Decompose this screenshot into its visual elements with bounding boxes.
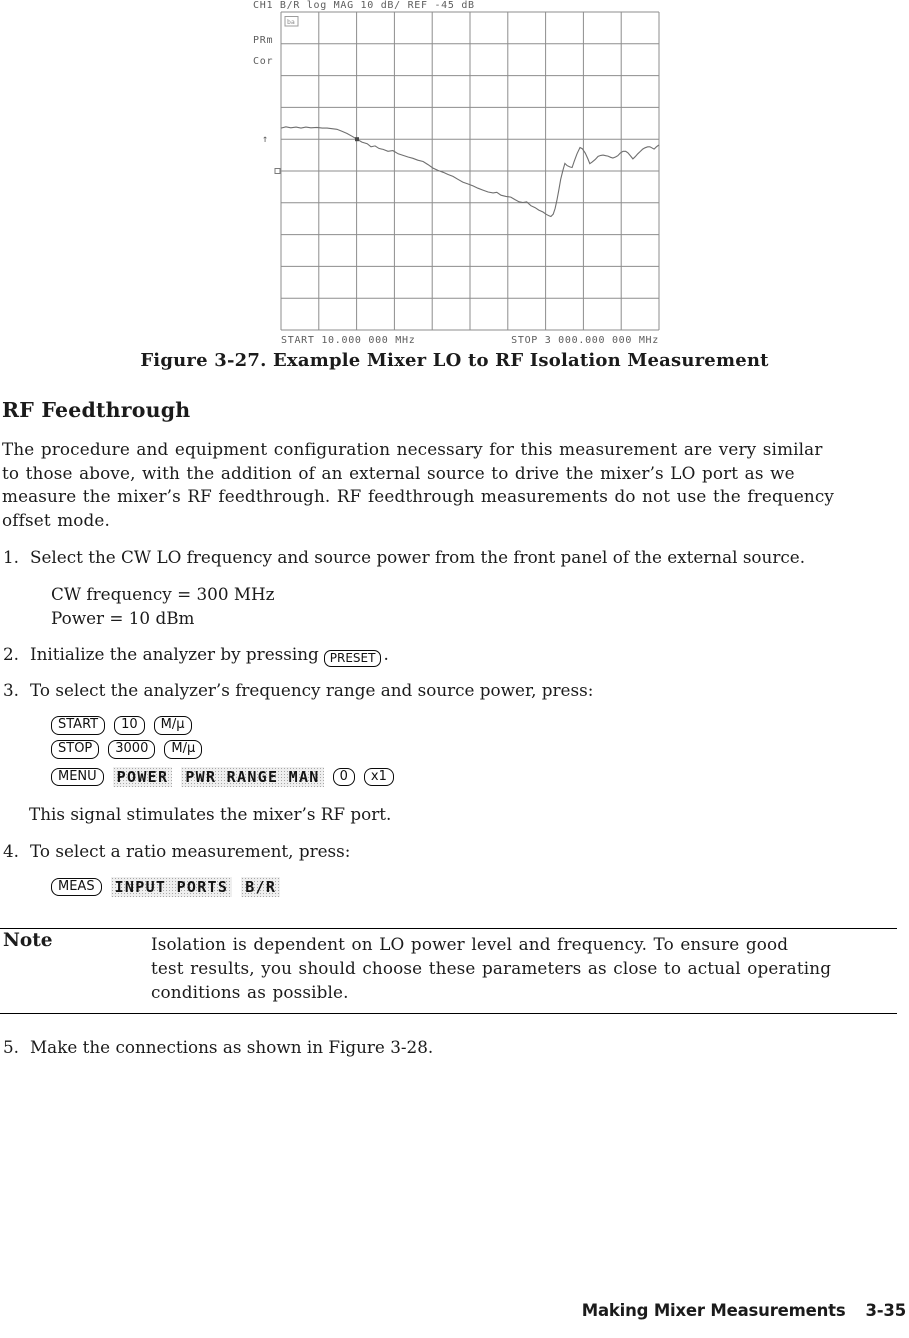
- stop-keycap: STOP: [51, 740, 99, 759]
- b-over-r-softkey: B/R: [241, 877, 280, 897]
- chart-label-prm: PRm: [253, 35, 274, 46]
- x-axis-start-label: START 10.000 000 MHz: [281, 335, 416, 346]
- step-3-after-text: This signal stimulates the mixer’s RF port.: [29, 804, 392, 824]
- note-line: Isolation is dependent on LO power level and frequency. To ensure good: [151, 934, 789, 954]
- meas-keycap: MEAS: [51, 878, 102, 897]
- note-bottom-rule: [0, 1013, 897, 1014]
- keypress-row-stop: [51, 740, 202, 759]
- chart-label-cor: Cor: [253, 56, 274, 67]
- mega-micro-keycap: M/μ: [154, 716, 192, 735]
- step-4: [3, 841, 350, 861]
- keypress-row-menu: [51, 767, 394, 787]
- step-5: [3, 1037, 433, 1057]
- figure-3-27-chart: [250, 0, 665, 348]
- digit-0-keycap: 0: [333, 768, 355, 787]
- step-number: 2.: [3, 644, 20, 664]
- step-3: [3, 680, 593, 700]
- menu-keycap: MENU: [51, 768, 104, 787]
- footer-page-number: 3-35: [865, 1301, 906, 1320]
- step-text-end: .: [383, 644, 389, 664]
- step-number: 4.: [3, 841, 20, 861]
- input-ports-softkey: INPUT PORTS: [111, 877, 233, 897]
- note-top-rule: [0, 928, 897, 929]
- paragraph-line: measure the mixer’s RF feedthrough. RF feedthrough measurements do not use the frequency: [2, 486, 835, 506]
- digit-3000-keycap: 3000: [108, 740, 155, 759]
- step-text: Select the CW LO frequency and source power from the front panel of the external source.: [30, 547, 806, 567]
- intro-paragraph: [2, 438, 834, 532]
- digit-10-keycap: 10: [114, 716, 145, 735]
- step-1: [3, 547, 805, 567]
- step-text: To select the analyzer’s frequency range and source power, press:: [30, 680, 594, 700]
- note-line: test results, you should choose these parameters as close to actual operating: [151, 958, 832, 978]
- ref-level-marker: [275, 169, 280, 174]
- pwr-range-man-softkey: PWR RANGE MAN: [181, 767, 323, 787]
- step-2: [3, 644, 389, 667]
- x-axis-stop-label: STOP 3 000.000 000 MHz: [511, 335, 659, 346]
- section-heading: RF Feedthrough: [2, 398, 191, 422]
- chart-grid: [281, 12, 659, 330]
- note-label: Note: [3, 930, 53, 951]
- marker-readout-chip-label: ba: [287, 18, 295, 26]
- note-body: [151, 932, 831, 1004]
- keypress-row-start: [51, 716, 192, 735]
- power-softkey: POWER: [113, 767, 173, 787]
- start-keycap: START: [51, 716, 105, 735]
- step-text: Make the connections as shown in Figure 3-28.: [30, 1037, 434, 1057]
- preset-keycap: PRESET: [324, 650, 382, 667]
- mega-micro-keycap: M/μ: [164, 740, 202, 759]
- paragraph-line: offset mode.: [2, 509, 110, 530]
- paragraph-line: The procedure and equipment configuration necessary for this measurement are very similar: [2, 439, 823, 459]
- x1-keycap: x1: [364, 768, 394, 787]
- cw-frequency-line: CW frequency = 300 MHz: [51, 584, 275, 604]
- keypress-row-meas: [51, 877, 280, 897]
- marker-1-indicator: ↑: [262, 134, 269, 146]
- figure-caption: Figure 3-27. Example Mixer LO to RF Isolation Measurement: [140, 350, 769, 371]
- paragraph-line: to those above, with the addition of an external source to drive the mixer’s LO port as we: [2, 462, 795, 483]
- page-footer: [582, 1301, 906, 1320]
- step-number: 5.: [3, 1037, 20, 1057]
- marker-1-dot: [355, 137, 359, 141]
- step-number: 3.: [3, 680, 20, 700]
- step-text: Initialize the analyzer by pressing: [30, 644, 319, 664]
- chart-header: CH1 B/R log MAG 10 dB/ REF -45 dB: [253, 0, 475, 11]
- power-line: Power = 10 dBm: [51, 608, 195, 628]
- footer-section-title: Making Mixer Measurements: [581, 1301, 846, 1320]
- step-text: To select a ratio measurement, press:: [30, 841, 351, 861]
- step-number: 1.: [3, 547, 20, 567]
- note-line: conditions as possible.: [151, 982, 349, 1002]
